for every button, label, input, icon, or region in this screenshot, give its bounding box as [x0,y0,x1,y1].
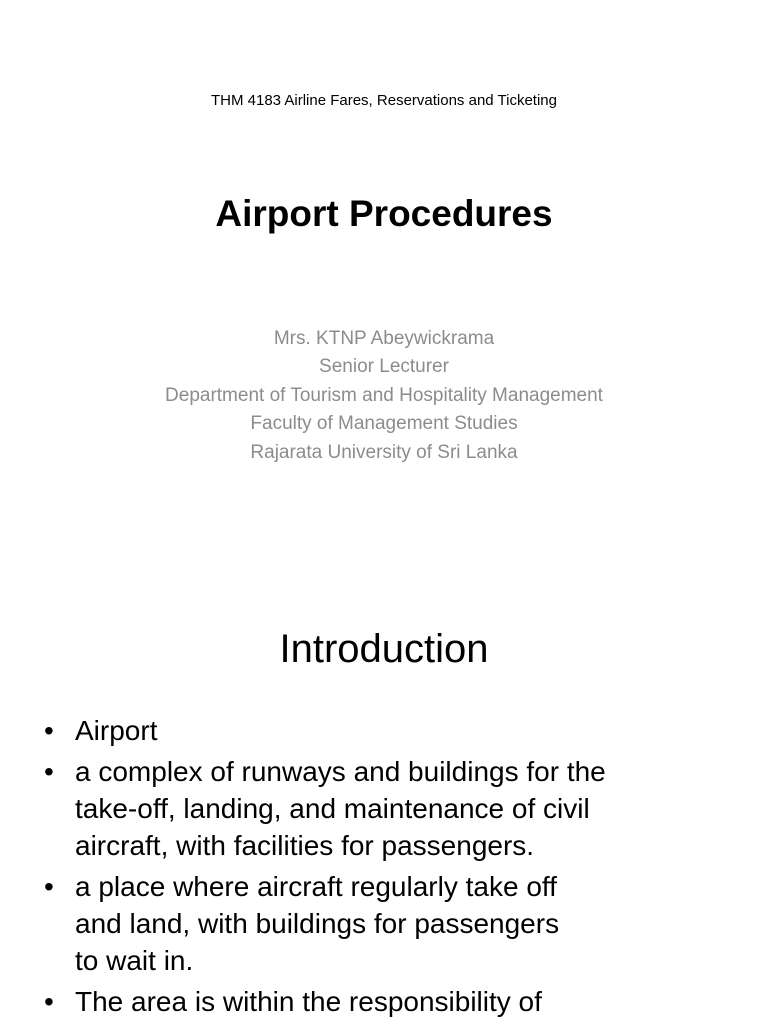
bullet-line: a complex of runways and buildings for the [75,756,606,787]
bullet-marker: • [44,871,54,902]
section-heading: Introduction [279,627,489,671]
author-block [0,325,768,467]
author-university: Rajarata University of Sri Lanka [250,441,518,463]
bullet-item [44,868,744,979]
bullet-line: and land, with buildings for passengers [75,908,560,939]
bullet-line: take-off, landing, and maintenance of civil [75,793,590,824]
author-department: Department of Tourism and Hospitality Management [165,384,603,406]
bullet-marker: • [44,986,54,1017]
bullet-item [44,753,744,864]
bullet-line: Airport [75,715,158,746]
bullet-marker: • [44,756,54,787]
bullet-line: aircraft, with facilities for passengers. [75,830,535,861]
bullet-item [44,983,744,1020]
author-position: Senior Lecturer [319,356,449,378]
slide-title: Airport Procedures [215,193,553,234]
author-name: Mrs. KTNP Abeywickrama [273,328,495,349]
bullet-list [44,712,744,1024]
author-faculty: Faculty of Management Studies [250,413,518,435]
bullet-line: to wait in. [75,945,194,976]
bullet-line: The area is within the responsibility of [75,986,542,1017]
bullet-line: a place where aircraft regularly take off [75,871,557,902]
bullet-marker: • [44,715,54,746]
bullet-item [44,712,744,749]
course-title: THM 4183 Airline Fares, Reservations and Ticketing [211,92,557,109]
introduction-slide [0,588,768,1024]
